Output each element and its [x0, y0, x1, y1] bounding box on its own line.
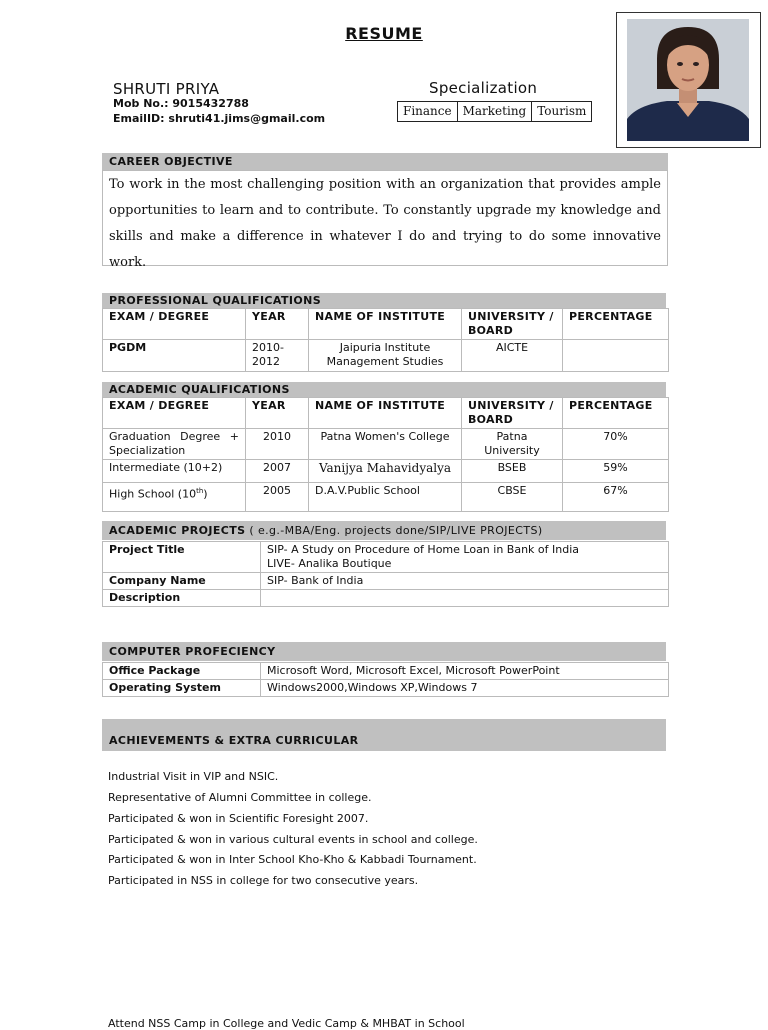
institute-cell: Vanijya Mahavidyalya [309, 460, 462, 483]
column-header: YEAR [246, 309, 309, 340]
exam-cell: PGDM [103, 340, 246, 372]
table-header-row [103, 309, 669, 340]
table-row [103, 429, 669, 460]
board-cell: AICTE [462, 340, 563, 372]
academic-qualifications-heading: ACADEMIC QUALIFICATIONS [102, 382, 666, 397]
table-row [103, 663, 669, 680]
row-value [261, 542, 669, 573]
institute-cell: Jaipuria Institute Management Studies [309, 340, 462, 372]
percentage-cell [563, 340, 669, 372]
column-header: UNIVERSITY / BOARD [462, 309, 563, 340]
candidate-name: SHRUTI PRIYA [113, 80, 220, 98]
row-value: Windows2000,Windows XP,Windows 7 [261, 680, 669, 697]
achievement-item: Participated & won in various cultural events in school and college. [108, 833, 478, 846]
project-live: LIVE- Analika Boutique [267, 557, 392, 570]
superscript: th [196, 487, 204, 495]
board-cell: BSEB [462, 460, 563, 483]
project-sip: SIP- A Study on Procedure of Home Loan in Bank of India [267, 543, 580, 556]
year-cell: 2010-2012 [246, 340, 309, 372]
column-header: NAME OF INSTITUTE [309, 309, 462, 340]
column-header: EXAM / DEGREE [103, 398, 246, 429]
achievement-item-cutoff: Attend NSS Camp in College and Vedic Camp & MHBAT in School [108, 1017, 465, 1030]
heading-bold: ACADEMIC PROJECTS [109, 524, 246, 537]
achievement-item: Industrial Visit in VIP and NSIC. [108, 770, 279, 783]
row-value [261, 590, 669, 607]
institute-cell: D.A.V.Public School [309, 483, 462, 512]
table-header-row [103, 398, 669, 429]
row-label: Office Package [103, 663, 261, 680]
row-label: Description [103, 590, 261, 607]
year-cell: 2005 [246, 483, 309, 512]
academic-qualifications-table [102, 397, 669, 512]
achievement-item: Representative of Alumni Committee in college. [108, 791, 372, 804]
percentage-cell: 59% [563, 460, 669, 483]
professional-qualifications-table [102, 308, 669, 372]
academic-projects-heading [102, 521, 666, 540]
row-value: Microsoft Word, Microsoft Excel, Microsoft PowerPoint [261, 663, 669, 680]
computer-proficiency-table [102, 662, 669, 697]
table-row [103, 573, 669, 590]
achievement-item: Participated & won in Inter School Kho-Kho & Kabbadi Tournament. [108, 853, 477, 866]
portrait-image [627, 19, 749, 141]
achievements-heading: ACHIEVEMENTS & EXTRA CURRICULAR [102, 719, 666, 751]
email-address: EmailID: shruti41.jims@gmail.com [113, 112, 326, 125]
row-label: Project Title [103, 542, 261, 573]
computer-proficiency-heading: COMPUTER PROFECIENCY [102, 642, 666, 661]
row-label: Company Name [103, 573, 261, 590]
professional-qualifications-heading: PROFESSIONAL QUALIFICATIONS [102, 293, 666, 308]
resume-title: RESUME [345, 24, 423, 43]
column-header: UNIVERSITY / BOARD [462, 398, 563, 429]
column-header: NAME OF INSTITUTE [309, 398, 462, 429]
table-row [103, 680, 669, 697]
percentage-cell: 70% [563, 429, 669, 460]
percentage-cell: 67% [563, 483, 669, 512]
specialization-list [397, 101, 592, 122]
exam-cell [103, 483, 246, 512]
institute-cell: Patna Women's College [309, 429, 462, 460]
specialization-item: Tourism [537, 104, 587, 118]
specialization-label: Specialization [429, 79, 538, 97]
table-row [103, 340, 669, 372]
exam-text-close: ) [203, 487, 208, 501]
board-cell: CBSE [462, 483, 563, 512]
achievement-item: Participated & won in Scientific Foresight 2007. [108, 812, 369, 825]
mobile-number: Mob No.: 9015432788 [113, 97, 249, 110]
profile-photo [616, 12, 761, 148]
exam-cell: Intermediate (10+2) [103, 460, 246, 483]
career-objective-text: To work in the most challenging position with an organization that provides ample opportunities to learn and to contribute. To constantly upgrade my knowledge and skills and make a difference in whatever I do and trying to do some innovative work. [102, 170, 668, 266]
career-objective-heading: CAREER OBJECTIVE [102, 153, 668, 170]
table-row [103, 460, 669, 483]
specialization-item: Finance [398, 102, 458, 121]
table-row [103, 590, 669, 607]
academic-projects-table [102, 541, 669, 607]
board-cell: Patna University [462, 429, 563, 460]
column-header: YEAR [246, 398, 309, 429]
row-label: Operating System [103, 680, 261, 697]
table-row [103, 542, 669, 573]
year-cell: 2007 [246, 460, 309, 483]
achievement-item: Participated in NSS in college for two consecutive years. [108, 874, 419, 887]
exam-cell: Graduation Degree + Specialization [103, 429, 246, 460]
column-header: EXAM / DEGREE [103, 309, 246, 340]
row-value: SIP- Bank of India [261, 573, 669, 590]
year-cell: 2010 [246, 429, 309, 460]
column-header: PERCENTAGE [563, 398, 669, 429]
column-header: PERCENTAGE [563, 309, 669, 340]
heading-note: ( e.g.-MBA/Eng. projects done/SIP/LIVE PROJECTS) [245, 524, 543, 537]
exam-text: High School (10 [109, 487, 197, 501]
specialization-item: Marketing [458, 102, 533, 121]
table-row [103, 483, 669, 512]
